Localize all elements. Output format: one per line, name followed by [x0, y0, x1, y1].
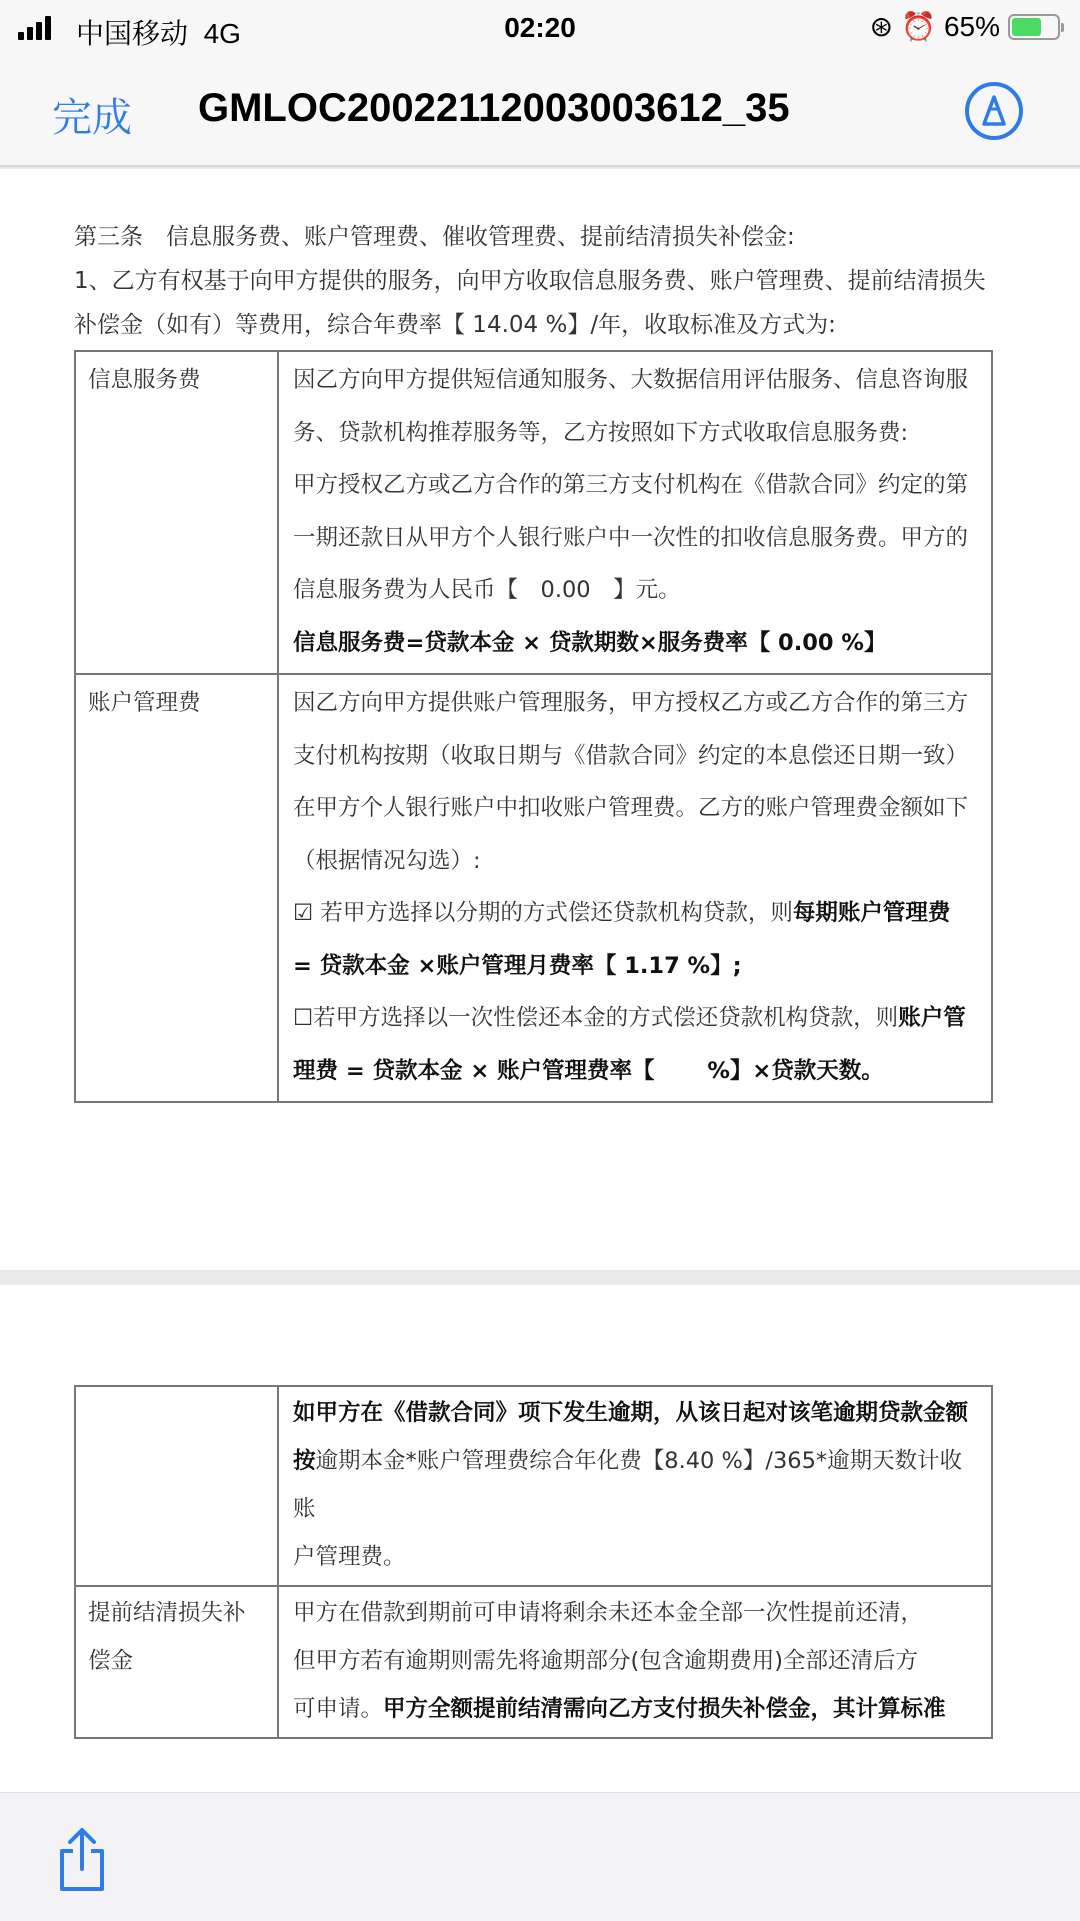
- description-line: [293, 1685, 979, 1733]
- bold-text: 每期账户管理费: [792, 900, 951, 926]
- description-line: [293, 407, 979, 460]
- bold-text: 理费 = 贷款本金 × 账户管理费率【 %】×贷款天数。: [293, 1057, 884, 1084]
- fee-label-cell: [75, 351, 278, 674]
- description-line: [293, 617, 979, 670]
- description-line: [293, 1637, 979, 1685]
- description-line: [293, 887, 979, 940]
- intro-line: 补偿金（如有）等费用，综合年费率【 14.04 %】/年，收取标准及方式为:: [74, 312, 836, 338]
- bold-text: 信息服务费=贷款本金 × 贷款期数×服务费率【 0.00 %】: [293, 629, 887, 656]
- fee-label-cell: [75, 1586, 278, 1738]
- fee-label: 偿金: [88, 1648, 134, 1674]
- text: 支付机构按期（收取日期与《借款合同》约定的本息偿还日期一致）: [293, 742, 969, 769]
- fee-description-cell: [278, 1386, 992, 1586]
- fee-description-cell: [278, 674, 992, 1102]
- table-row: [75, 674, 992, 1102]
- fee-description-cell: [278, 351, 992, 674]
- document-title: GMLOC20022112003003612_35: [198, 86, 790, 130]
- description-line: [293, 564, 979, 617]
- network-type: 4G: [203, 18, 241, 49]
- description-line: [293, 512, 979, 565]
- text: 甲方授权乙方或乙方合作的第三方支付机构在《借款合同》约定的第: [293, 472, 969, 498]
- done-button[interactable]: 完成: [52, 95, 132, 141]
- description-line: [293, 1437, 979, 1533]
- battery-icon: [1008, 14, 1060, 40]
- bold-text: 如甲方在《借款合同》项下发生逾期，从该日起对该笔逾期贷款金额: [293, 1400, 969, 1426]
- description-line: [293, 354, 979, 407]
- fee-label: 提前结清损失补: [88, 1600, 246, 1626]
- table-row: [75, 1386, 992, 1586]
- text: 务、贷款机构推荐服务等，乙方按照如下方式收取信息服务费:: [293, 419, 909, 446]
- article-intro: [74, 215, 1009, 347]
- rotation-lock-icon: ⊛: [869, 11, 894, 42]
- fee-label-cell: [75, 1386, 278, 1586]
- description-line: [293, 459, 979, 512]
- carrier-name: 中国移动: [76, 18, 189, 49]
- bold-text: = 贷款本金 ×账户管理月费率【 1.17 %】;: [293, 952, 742, 979]
- description-line: [293, 835, 979, 888]
- description-line: [293, 1589, 979, 1637]
- fee-description-cell: [278, 1586, 992, 1738]
- text: 户管理费。: [293, 1544, 406, 1570]
- text: 因乙方向甲方提供短信通知服务、大数据信用评估服务、信息咨询服: [293, 367, 969, 393]
- description-line: [293, 1533, 979, 1581]
- description-line: [293, 1045, 979, 1098]
- bold-text: 按: [293, 1448, 316, 1474]
- description-line: [293, 1389, 979, 1437]
- description-line: [293, 992, 979, 1045]
- text: ☑ 若甲方选择以分期的方式偿还贷款机构贷款，则: [293, 900, 793, 926]
- text: 但甲方若有逾期则需先将逾期部分(包含逾期费用)全部还清后方: [293, 1648, 919, 1674]
- fee-label: 账户管理费: [88, 690, 201, 716]
- bottom-toolbar: [0, 1792, 1080, 1921]
- fee-table: [74, 350, 993, 1103]
- bold-text: 甲方全额提前结清需向乙方支付损失补偿金，其计算标准: [383, 1696, 946, 1722]
- fee-table-continued: [74, 1385, 993, 1739]
- document-page-1: [0, 169, 1080, 1270]
- text: 可申请。: [293, 1696, 384, 1722]
- text: 逾期本金*账户管理费综合年化费【8.40 %】/365*逾期天数计收账: [293, 1448, 963, 1522]
- navigation-bar: [0, 56, 1080, 167]
- description-line: [293, 940, 979, 993]
- battery-percent: 65%: [943, 10, 1000, 42]
- text: （根据情况勾选）:: [293, 847, 481, 874]
- share-icon[interactable]: [56, 1827, 108, 1897]
- intro-line: 1、乙方有权基于向甲方提供的服务，向甲方收取信息服务费、账户管理费、提前结清损失: [74, 268, 986, 294]
- status-bar: [0, 0, 1080, 56]
- alarm-icon: ⏰: [901, 11, 936, 42]
- table-row: [75, 351, 992, 674]
- description-line: [293, 782, 979, 835]
- text: 因乙方向甲方提供账户管理服务，甲方授权乙方或乙方合作的第三方: [293, 690, 969, 716]
- text: ☐若甲方选择以一次性偿还本金的方式偿还贷款机构贷款，则: [293, 1005, 899, 1031]
- markup-pen-icon[interactable]: [965, 82, 1023, 140]
- clock: 02:20: [504, 12, 576, 43]
- table-row: [75, 1586, 992, 1738]
- fee-label: 信息服务费: [88, 367, 201, 393]
- text: 一期还款日从甲方个人银行账户中一次性的扣收信息服务费。甲方的: [293, 524, 969, 551]
- text: 甲方在借款到期前可申请将剩余未还本金全部一次性提前还清，: [293, 1600, 924, 1626]
- text: 在甲方个人银行账户中扣收账户管理费。乙方的账户管理费金额如下: [293, 795, 969, 821]
- article-heading: 第三条 信息服务费、账户管理费、催收管理费、提前结清损失补偿金:: [74, 224, 795, 250]
- document-page-2: [0, 1285, 1080, 1805]
- bold-text: 账户管: [898, 1005, 966, 1031]
- description-line: [293, 677, 979, 730]
- description-line: [293, 730, 979, 783]
- fee-label-cell: [75, 674, 278, 1102]
- text: 信息服务费为人民币【 0.00 】元。: [293, 577, 681, 603]
